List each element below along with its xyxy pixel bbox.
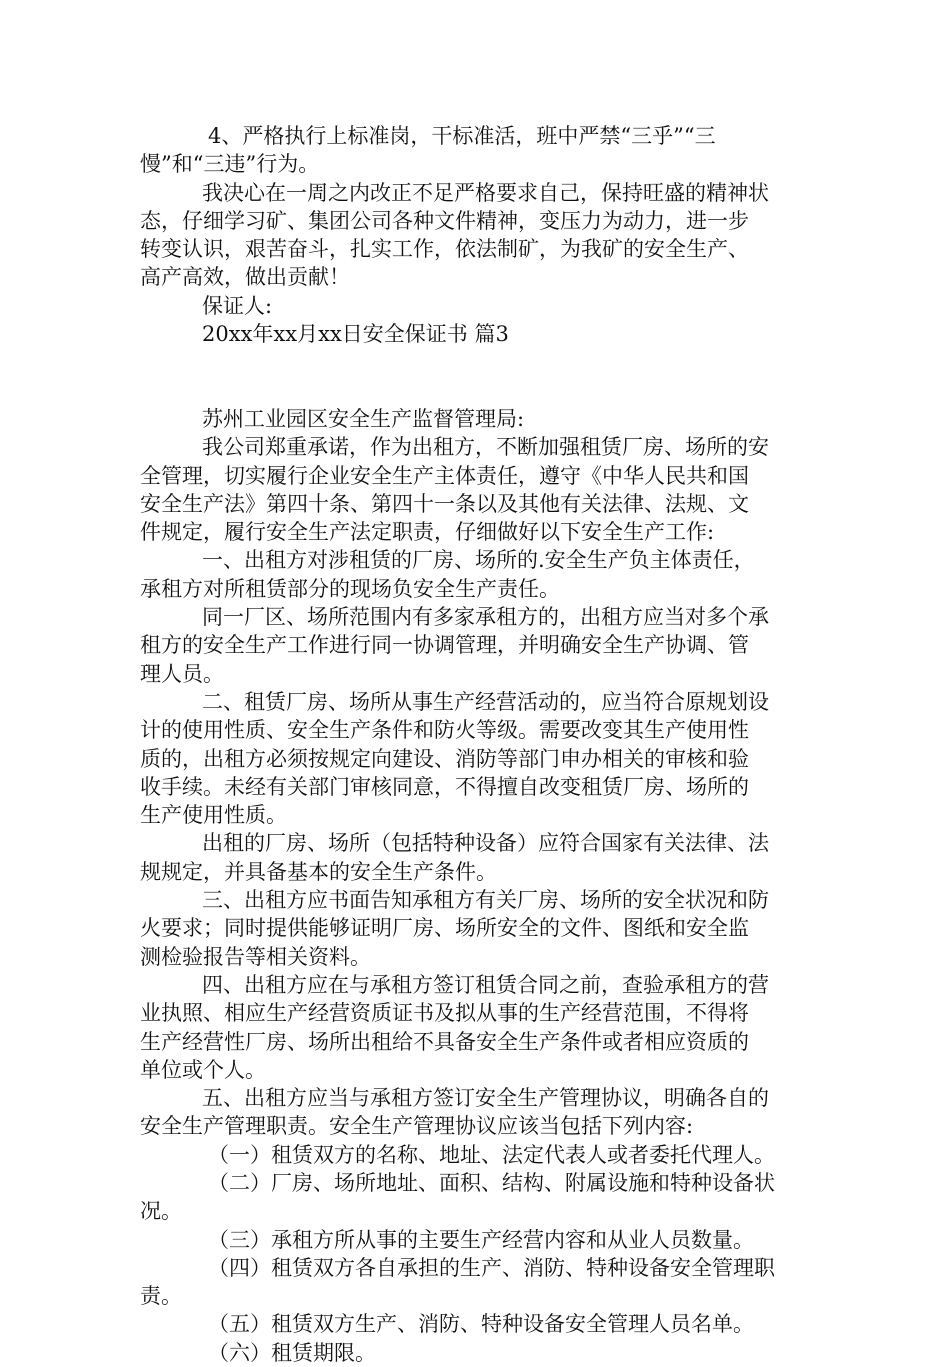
paragraph-line: 件规定，履行安全生产法定职责，仔细做好以下安全生产工作: bbox=[140, 520, 715, 545]
paragraph-line: 计的使用性质、安全生产条件和防火等级。需要改变其生产使用性 bbox=[140, 718, 749, 743]
paragraph-line: 理人员。 bbox=[140, 661, 224, 686]
paragraph-line: 二、租赁厂房、场所从事生产经营活动的，应当符合原规划设 bbox=[202, 689, 769, 714]
blank-space bbox=[140, 348, 810, 405]
paragraph-line: 转变认识，艰苦奋斗，扎实工作，依法制矿，为我矿的安全生产、 bbox=[140, 237, 749, 262]
paragraph-line: 4、严格执行上标准岗，干标准活，班中严禁“三乎”“三 bbox=[208, 124, 716, 148]
paragraph-line: 我公司郑重承诺，作为出租方，不断加强租赁厂房、场所的安 bbox=[202, 435, 769, 460]
paragraph-line: 慢”和“三违”行为。 bbox=[140, 152, 320, 177]
paragraph-line: 全管理，切实履行企业安全生产主体责任，遵守《中华人民共和国 bbox=[140, 463, 749, 488]
paragraph-line: 五、出租方应当与承租方签订安全生产管理协议，明确各自的 bbox=[202, 1086, 769, 1111]
list-item-line: 况。 bbox=[140, 1199, 182, 1224]
signatory-label: 保证人: bbox=[202, 293, 273, 318]
paragraph-line: 生产经营性厂房、场所出租给不具备安全生产条件或者相应资质的 bbox=[140, 1029, 749, 1054]
list-item-line: （五）租赁双方生产、消防、特种设备安全管理人员名单。 bbox=[208, 1312, 754, 1337]
paragraph-line: 态，仔细学习矿、集团公司各种文件精神，变压力为动力，进一步 bbox=[140, 208, 749, 233]
paragraph-line: 出租的厂房、场所（包括特种设备）应符合国家有关法律、法 bbox=[202, 831, 769, 856]
paragraph-line: 三、出租方应书面告知承租方有关厂房、场所的安全状况和防 bbox=[202, 888, 769, 913]
paragraph-line: 租方的安全生产工作进行同一协调管理，并明确安全生产协调、管 bbox=[140, 633, 749, 658]
paragraph-line: 高产高效，做出贡献！ bbox=[140, 265, 350, 290]
paragraph-line: 安全生产法》第四十条、第四十一条以及其他有关法律、法规、文 bbox=[140, 491, 749, 516]
paragraph-line: 业执照、相应生产经营资质证书及拟从事的生产经营范围，不得将 bbox=[140, 1001, 749, 1026]
paragraph-line: 安全生产管理职责。安全生产管理协议应该当包括下列内容: bbox=[140, 1114, 694, 1139]
list-item-line: （六）租赁期限。 bbox=[208, 1340, 376, 1365]
paragraph-line: 火要求；同时提供能够证明厂房、场所安全的文件、图纸和安全监 bbox=[140, 916, 749, 941]
document-body bbox=[140, 122, 810, 1367]
paragraph-line: 单位或个人。 bbox=[140, 1057, 266, 1082]
paragraph-line: 生产使用性质。 bbox=[140, 803, 287, 828]
date-and-heading: 20xx年xx月xx日安全保证书 篇3 bbox=[202, 322, 509, 347]
list-item-line: （一）租赁双方的名称、地址、法定代表人或者委托代理人。 bbox=[208, 1142, 775, 1167]
list-item-line: （三）承租方所从事的主要生产经营内容和从业人员数量。 bbox=[208, 1227, 754, 1252]
paragraph-line: 一、出租方对涉租赁的厂房、场所的.安全生产负主体责任， bbox=[202, 548, 755, 573]
list-item-line: （四）租赁双方各自承担的生产、消防、特种设备安全管理职 bbox=[208, 1255, 775, 1280]
paragraph-line: 我决心在一周之内改正不足严格要求自己，保持旺盛的精神状 bbox=[202, 180, 769, 205]
paragraph-line: 承租方对所租赁部分的现场负安全生产责任。 bbox=[140, 576, 560, 601]
list-item-line: 责。 bbox=[140, 1284, 182, 1309]
addressee-line: 苏州工业园区安全生产监督管理局: bbox=[202, 406, 525, 431]
paragraph-line: 规规定，并具备基本的安全生产条件。 bbox=[140, 859, 497, 884]
paragraph-line: 测检验报告等相关资料。 bbox=[140, 944, 371, 969]
paragraph-line: 收手续。未经有关部门审核同意，不得擅自改变租赁厂房、场所的 bbox=[140, 774, 749, 799]
list-item-line: （二）厂房、场所地址、面积、结构、附属设施和特种设备状 bbox=[208, 1170, 775, 1195]
paragraph-line: 同一厂区、场所范围内有多家承租方的，出租方应当对多个承 bbox=[202, 605, 769, 630]
paragraph-line: 四、出租方应在与承租方签订租赁合同之前，查验承租方的营 bbox=[202, 972, 769, 997]
paragraph-line: 质的，出租方必须按规定向建设、消防等部门申办相关的审核和验 bbox=[140, 746, 749, 771]
